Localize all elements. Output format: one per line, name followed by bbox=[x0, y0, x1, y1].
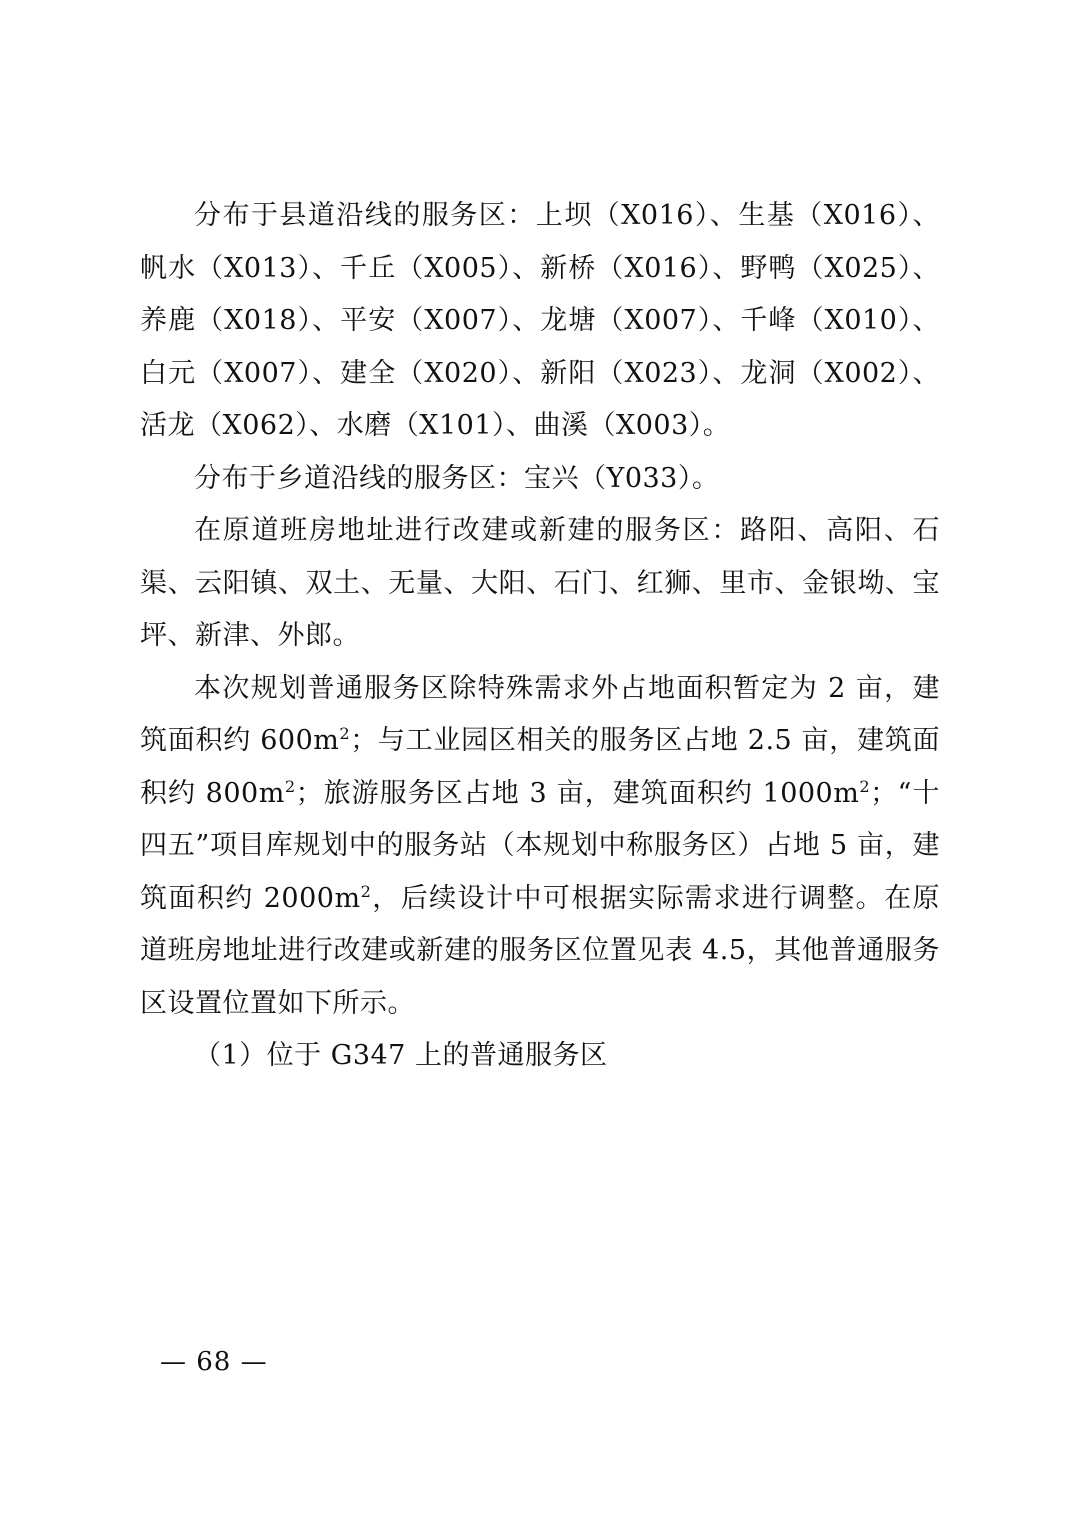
area-text-5: ，后续设计中可根据实际需求进行调整。在原道班房地址进行改建或新建的服务区位置见表 4.5，其他普通服务区设置位置如下所示。 bbox=[140, 882, 940, 1019]
township-road-service-areas-paragraph: 分布于乡道沿线的服务区：宝兴（Y033）。 bbox=[194, 462, 720, 494]
superscript-2: 2 bbox=[360, 881, 372, 901]
area-standards-paragraph bbox=[140, 663, 940, 1031]
area-text-2: ；与工业园区相关的服务区占地 2.5 亩，建筑面积约 800m bbox=[140, 725, 940, 809]
page-number: — 68 — bbox=[160, 1347, 268, 1377]
superscript-2: 2 bbox=[284, 776, 296, 796]
superscript-2: 2 bbox=[859, 776, 871, 796]
document-body bbox=[140, 190, 940, 1083]
rebuilt-service-areas-paragraph: 在原道班房地址进行改建或新建的服务区：路阳、高阳、石渠、云阳镇、双土、无量、大阳、石门、红狮、里市、金银坳、宝坪、新津、外郎。 bbox=[140, 515, 940, 651]
area-text-4: ；“十四五”项目库规划中的服务站（本规划中称服务区）占地 5 亩，建筑面积约 2000m bbox=[140, 777, 940, 914]
area-text-3: ；旅游服务区占地 3 亩，建筑面积约 1000m bbox=[295, 777, 860, 809]
area-text-1: 本次规划普通服务区除特殊需求外占地面积暂定为 2 亩，建筑面积约 600m bbox=[140, 672, 940, 756]
county-road-service-areas-paragraph: 分布于县道沿线的服务区：上坝（X016）、生基（X016）、帆水（X013）、千丘（X005）、新桥（X016）、野鸭（X025）、养鹿（X018）、平安（X007）、龙塘（X007）、千峰（X010）、白元（X007）、建全（X020）、新阳（X023）、龙洞（X002）、活龙（X062）、水磨（X101）、曲溪（X003）。 bbox=[140, 200, 940, 441]
superscript-2: 2 bbox=[339, 724, 351, 743]
section-heading: （1）位于 G347 上的普通服务区 bbox=[194, 1040, 608, 1071]
